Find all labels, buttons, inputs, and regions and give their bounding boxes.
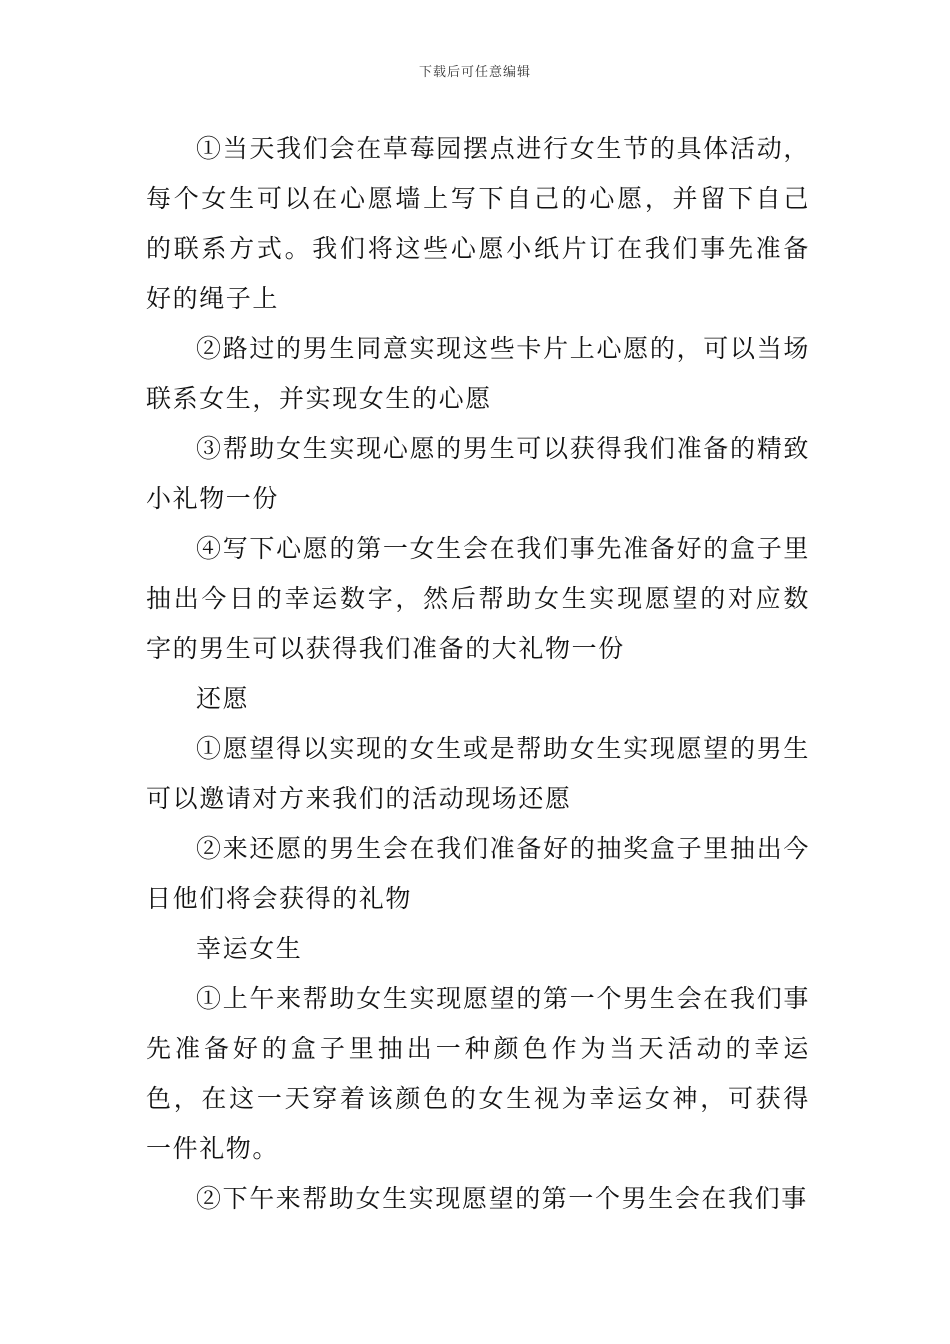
paragraph-wish-wall: ①当天我们会在草莓园摆点进行女生节的具体活动，每个女生可以在心愿墙上写下自己的心愿，并留下自己的联系方式。我们将这些心愿小纸片订在我们事先准备好的绳子上 (146, 134, 810, 313)
section-heading-return-wish: 还愿 (196, 684, 250, 713)
paragraph-lucky-number: ④写下心愿的第一女生会在我们事先准备好的盒子里抽出今日的幸运数字，然后帮助女生实现愿望的对应数字的男生可以获得我们准备的大礼物一份 (146, 534, 810, 663)
paragraph-invite-return: ①愿望得以实现的女生或是帮助女生实现愿望的男生可以邀请对方来我们的活动现场还愿 (146, 734, 810, 813)
section-heading-lucky-girl: 幸运女生 (196, 934, 303, 963)
document-body (146, 124, 810, 1224)
paragraph-lottery-box: ②来还愿的男生会在我们准备好的抽奖盒子里抽出今日他们将会获得的礼物 (146, 834, 810, 913)
paragraph-morning-lucky-color: ①上午来帮助女生实现愿望的第一个男生会在我们事先准备好的盒子里抽出一种颜色作为当天活动的幸运色，在这一天穿着该颜色的女生视为幸运女神，可获得一件礼物。 (146, 984, 810, 1163)
paragraph-small-gift: ③帮助女生实现心愿的男生可以获得我们准备的精致小礼物一份 (146, 434, 810, 513)
paragraph-afternoon: ②下午来帮助女生实现愿望的第一个男生会在我们事 (196, 1184, 808, 1213)
page-header: 下载后可任意编辑 (418, 65, 531, 80)
paragraph-boys-fulfill: ②路过的男生同意实现这些卡片上心愿的，可以当场联系女生，并实现女生的心愿 (146, 334, 810, 413)
